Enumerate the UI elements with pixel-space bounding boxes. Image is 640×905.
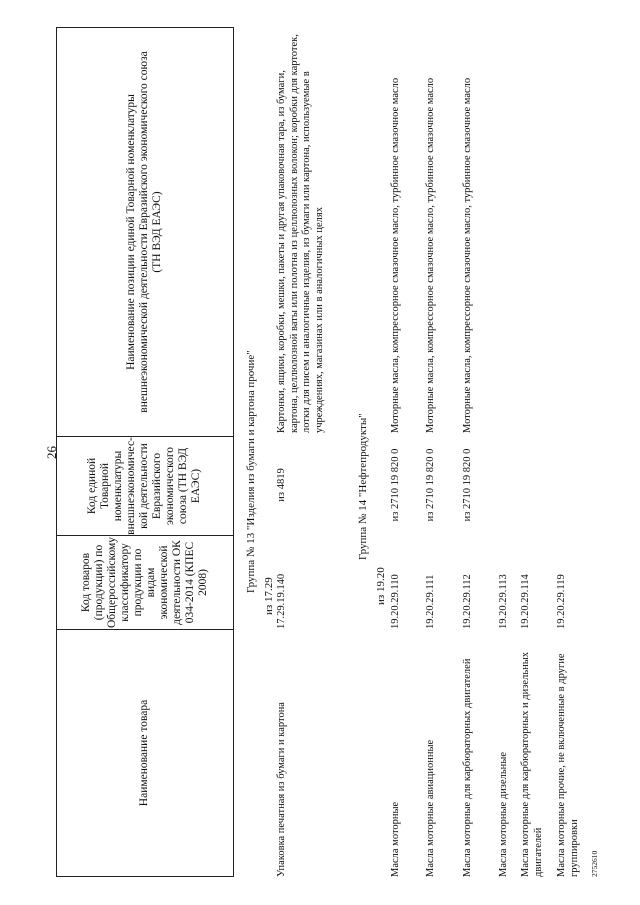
- page-number: 26: [44, 446, 59, 459]
- row-tnved-code: из 2710 19 820 0: [390, 448, 401, 522]
- row-okpd-code: 19.20.29.112: [462, 574, 473, 629]
- row-okpd-code: 19.20.29.119: [556, 574, 567, 629]
- row-okpd-code: 19.20.29.110: [390, 574, 401, 629]
- row-name: Масла моторные прочие, не включенные в другие группировки: [556, 653, 580, 877]
- group-14-subcode: из 19.20: [375, 567, 387, 605]
- row-tnved-code: из 2710 19 820 0: [425, 448, 436, 522]
- footer-code: 2752610: [590, 850, 599, 877]
- row-tnved-description: Моторные масла, компрессорное смазочное масло, турбинное смазочное масло: [390, 77, 401, 433]
- header-name: Наименование товара: [56, 629, 234, 877]
- row-tnved-code: из 2710 19 820 0: [462, 448, 473, 522]
- header-okpd: Код товаров (продукции) по Общероссийскому классификатору продукции по видам экономической деятельности ОК 034-2014 (КПЕС 2008): [56, 535, 234, 630]
- row-okpd-code: 17.29.19.140: [276, 573, 287, 629]
- row-name: Упаковка печатная из бумаги и картона: [276, 702, 287, 877]
- group-13-subcode: из 17.29: [263, 577, 275, 615]
- row-tnved-code: из 4819: [276, 468, 287, 502]
- header-tnved-name: Наименование позиции единой Товарной номенклатуры внешнеэкономической деятельности Евразийского экономического союза (ТН ВЭД ЕАЭС): [56, 27, 234, 437]
- row-tnved-description: Моторные масла, компрессорное смазочное масло, турбинное смазочное масло: [462, 77, 473, 433]
- row-name: Масла моторные для карбюраторных и дизельных двигателей: [520, 651, 544, 877]
- row-name: Масла моторные авиационные: [425, 739, 436, 877]
- row-name: Масла моторные дизельные: [498, 752, 509, 877]
- row-tnved-description: Моторные масла, компрессорное смазочное масло, турбинное смазочное масло: [425, 77, 436, 433]
- row-okpd-code: 19.20.29.113: [498, 574, 509, 629]
- row-tnved-description: Картонки, ящики, коробки, мешки, пакеты и другая упаковочная тара, из бумаги, картона, целлюлозной ваты или полотна из целлюлозных волокон; коробки для картотек, лотки для писем и аналогичные изделия, из бумаги или картона, используемые в учреждениях, магазинах или в аналогичных целях: [276, 34, 325, 433]
- group-13-title: Группа № 13 "Изделия из бумаги и картона прочие": [245, 350, 257, 593]
- group-14-title: Группа № 14 "Нефтепродукты": [357, 413, 369, 560]
- row-name: Масла моторные: [390, 801, 401, 877]
- row-name: Масла моторные для карбюраторных двигателей: [462, 658, 473, 877]
- row-okpd-code: 19.20.29.114: [520, 574, 531, 629]
- header-tnved-code: Код единой Товарной номенклатуры внешнеэкономичес-кой деятельности Евразийского экономического союза (ТН ВЭД ЕАЭС): [56, 436, 234, 536]
- row-okpd-code: 19.20.29.111: [425, 574, 436, 629]
